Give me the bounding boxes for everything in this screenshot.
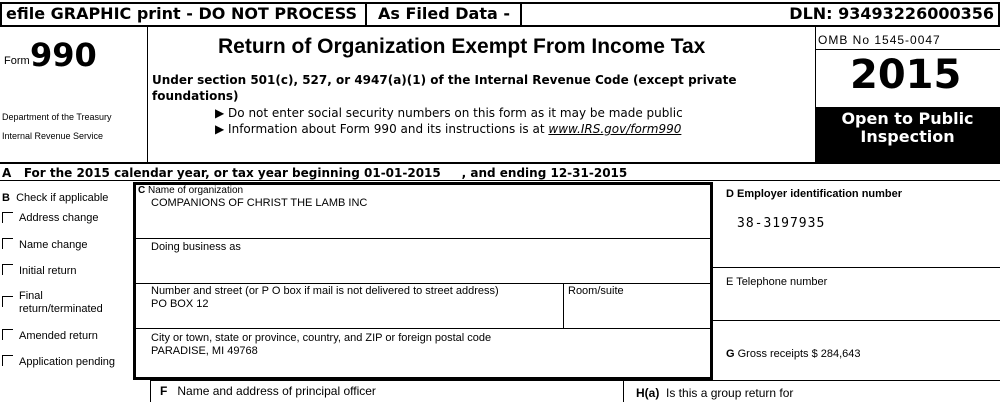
section-f-text: Name and address of principal officer [177,384,376,398]
section-d-text: Employer identification number [737,188,903,200]
omb-rule [815,49,1000,50]
org-name-value: COMPANIONS OF CHRIST THE LAMB INC [151,197,368,209]
room-suite-label: Room/suite [568,285,624,297]
amended-return-checkbox[interactable] [2,329,13,340]
open-public-line1: Open to Public [841,109,974,128]
dept-treasury: Department of the Treasury [2,112,112,122]
city-value: PARADISE, MI 49768 [151,345,258,357]
f-left-divider [150,380,151,402]
top-bar-divider-1 [365,2,367,27]
c-rule-3 [136,328,711,329]
line-a-ending: , and ending 12-31-2015 [461,166,628,180]
omb-number: OMB No 1545-0047 [818,33,941,47]
dba-label: Doing business as [151,241,241,253]
principal-officer-label [160,384,376,398]
initial-return-label: Initial return [19,265,77,277]
initial-return-checkbox[interactable] [2,264,13,275]
irs-link[interactable]: www.IRS.gov/form990 [548,122,682,136]
irs-name: Internal Revenue Service [2,131,104,141]
street-label: Number and street (or P O box if mail is not delivered to street address) [151,285,499,297]
telephone-label: E Telephone number [726,276,828,288]
form-subtitle: Under section 501(c), 527, or 4947(a)(1) of the Internal Revenue Code (except private foundations) [152,73,737,103]
c-rule-2 [136,283,711,284]
section-g-label: G [726,348,735,360]
open-public-box [815,107,1000,162]
address-change-label: Address change [19,212,99,224]
final-return-label: Final return/terminated [19,290,103,315]
efile-banner: efile GRAPHIC print - DO NOT PROCESS [6,4,358,23]
f-rule [150,380,1000,381]
section-b-text: Check if applicable [16,192,109,204]
e-rule [713,320,1000,321]
dln-number: DLN: 93493226000356 [789,4,994,23]
header-bottom-rule [0,162,1000,164]
ein-heading [726,188,902,200]
section-b-label: B [2,192,10,204]
room-divider [563,283,564,329]
form-word: Form [4,55,30,67]
section-c-label: C [138,185,146,196]
top-bar-divider-2 [520,2,522,27]
ssn-warning: ▶ Do not enter social security numbers on this form as it may be made public [215,106,683,120]
application-pending-label: Application pending [19,356,116,368]
line-a [2,166,627,180]
header-left-divider [147,27,148,162]
final-return-checkbox[interactable] [2,296,13,307]
gross-receipts-text: Gross receipts $ 284,643 [737,348,861,360]
line-a-text: For the 2015 calendar year, or tax year beginning 01-01-2015 [23,166,441,180]
city-label: City or town, state or province, country, and ZIP or foreign postal code [151,332,492,344]
name-change-checkbox[interactable] [2,238,13,249]
section-b-heading [2,192,108,204]
h-divider [623,380,624,402]
form-title: Return of Organization Exempt From Income Tax [218,35,706,58]
group-return-label [636,386,793,400]
tax-year: 2015 [850,52,962,98]
line-a-label: A [2,166,12,180]
as-filed-label: As Filed Data - [378,4,510,23]
amended-return-label: Amended return [19,330,98,342]
form-number: 990 [30,36,97,74]
ein-value: 38-3197935 [737,216,826,231]
section-f-label: F [160,384,168,398]
line-a-rule [0,180,1000,181]
address-change-checkbox[interactable] [2,212,13,223]
street-value: PO BOX 12 [151,298,209,310]
name-change-label: Name change [19,239,88,251]
section-h-text: Is this a group return for [666,386,794,400]
d-rule [713,267,1000,268]
c-rule-1 [136,238,711,239]
section-d-label: D [726,188,734,200]
open-public-line2: Inspection [860,127,955,146]
section-h-label: H(a) [636,386,660,400]
instructions-text: ▶ Information about Form 990 and its instructions is at [215,122,549,136]
gross-receipts [726,348,861,360]
instructions-line [215,122,681,136]
application-pending-checkbox[interactable] [2,355,13,366]
org-name-label [138,185,243,196]
org-name-text: Name of organization [148,185,244,196]
